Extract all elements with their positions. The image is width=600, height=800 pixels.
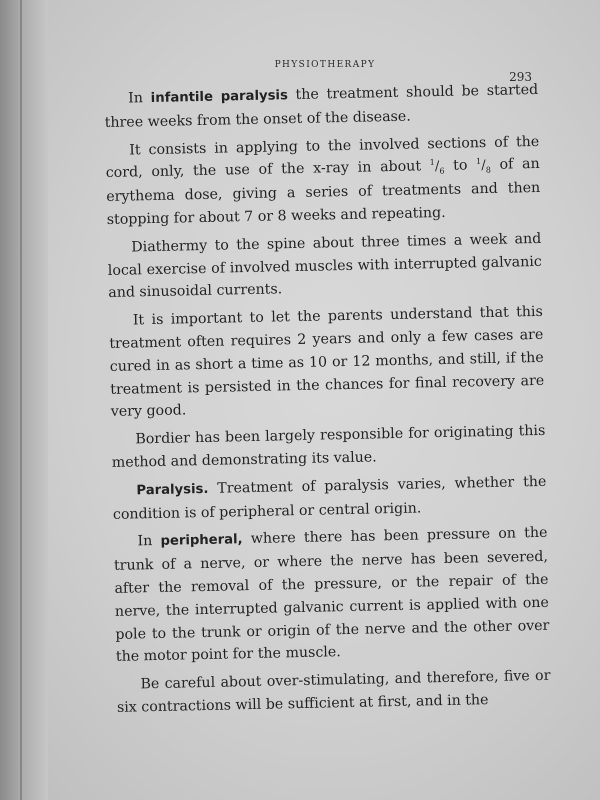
p7-before: In [137, 533, 161, 550]
p1-before: In [128, 90, 151, 107]
p6-after: Treatment of paralysis varies, whether the condition is of peripheral or central origin. [112, 473, 547, 523]
paragraph-infantile-paralysis [104, 79, 539, 135]
fraction-one-eighth: $^1/_8$ [476, 157, 491, 176]
term-paralysis: Paralysis. [136, 481, 209, 499]
frac1-numerator: 1 [429, 158, 435, 168]
fraction-one-sixth: $^1/_6$ [429, 158, 445, 176]
paragraph-xray [105, 130, 541, 231]
p2-after: of an erythema dose, giving a series of treatments and then stopping for about 7 or 8 weeks and repeating. [106, 156, 541, 228]
paragraph-over-stimulating: Be careful about over-stimulating, and therefore, five or six contractions will be sufficient at first, and in the [116, 667, 551, 716]
frac2-denominator: 8 [485, 165, 491, 176]
paragraph-bordier: Bordier has been largely responsible for originating this method and demonstrating its value. [111, 422, 546, 471]
paragraph-diathermy: Diathermy to the spine about three times a week and local exercise of involved muscles with interrupted galvanic and sinusoidal currents. [107, 230, 542, 302]
frac2-numerator: 1 [476, 157, 482, 167]
p2-mid: to [444, 157, 477, 175]
gutter-fold-line [20, 0, 22, 800]
paragraph-parents: It is important to let the parents understand that this treatment often requires 2 years and only a few cases are cured in as short a time as 10 or 12 months, and still, if the treatment is persisted in the chances for final recovery are very good. [109, 304, 545, 421]
paragraph-paralysis [112, 471, 547, 527]
p1-after: the treatment should be started three weeks from the onset of the disease. [104, 81, 539, 131]
body-text [104, 79, 551, 725]
p7-after: where there has been pressure on the trunk of a nerve, or where the nerve has been severed, after the removal of the pressure, or the repair of the nerve, the interrupted galvanic current is applied with one pole to the trunk or origin of the nerve and the other over the motor point for the muscle. [113, 525, 550, 666]
term-peripheral: peripheral, [160, 532, 243, 550]
frac1-denominator: 6 [439, 166, 445, 176]
paragraph-peripheral [113, 522, 550, 669]
term-infantile-paralysis: infantile paralysis [150, 88, 288, 107]
p2-before: It consists in applying to the involved sections of the cord, only, the use of the x-ray in about [105, 133, 540, 182]
page-number: 293 [509, 70, 532, 84]
running-header: PHYSIOTHERAPY [274, 60, 376, 70]
book-gutter [0, 0, 48, 800]
